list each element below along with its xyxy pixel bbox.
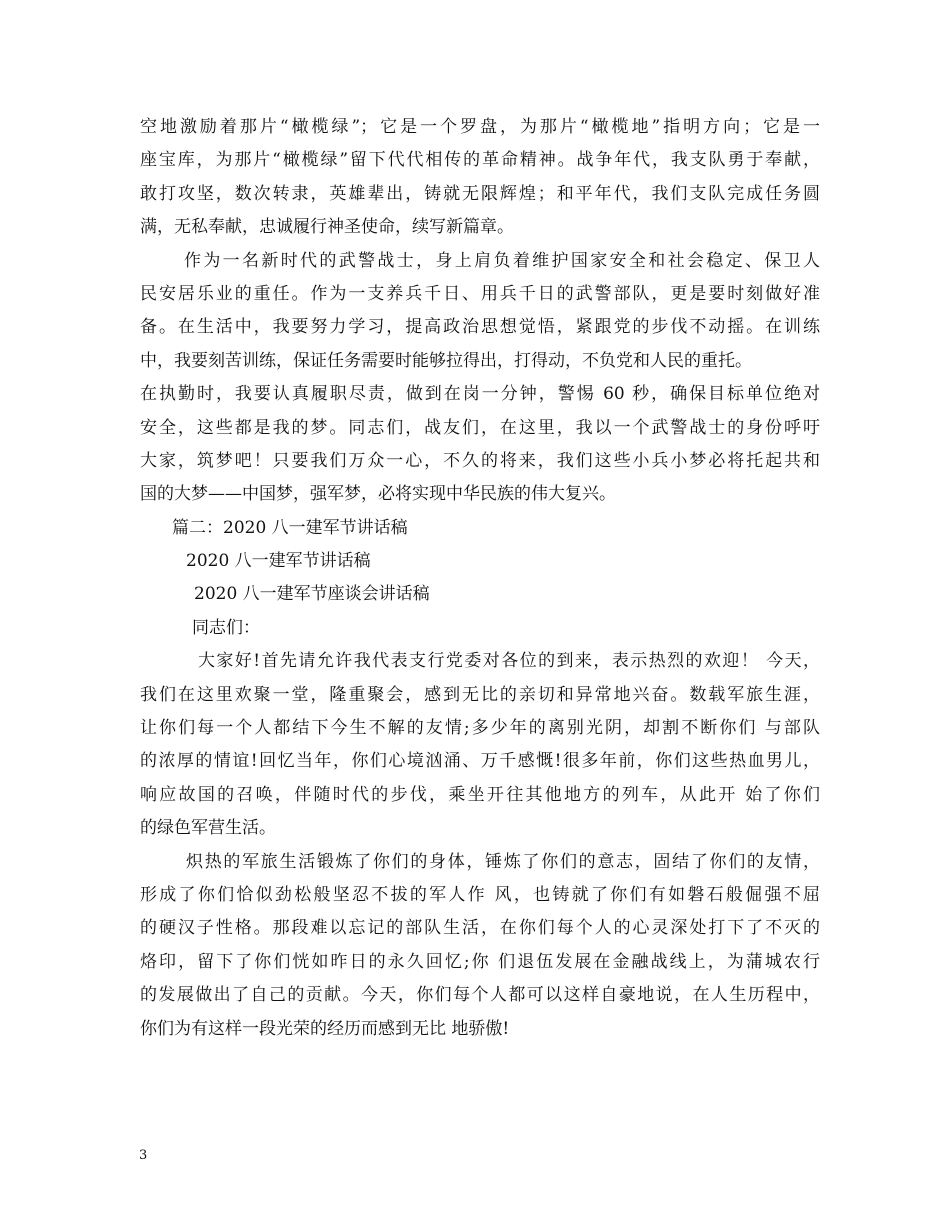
text-line: 民安居乐业的重任。作为一支养兵千日、用兵千日的武警部队，更是要时刻做好准	[140, 283, 820, 304]
paragraph-welcome	[140, 645, 820, 845]
text-line: 满，无私奉献，忠诚履行神圣使命，续写新篇章。	[140, 217, 514, 238]
text-line: 的发展做出了自己的贡献。今天，你们每个人都可以这样自豪地说，在人生历程中，	[140, 985, 820, 1006]
text-line: 空地激励着那片“橄榄绿”；它是一个罗盘，为那片“橄榄地”指明方向；它是一	[140, 117, 820, 137]
text-line: 国的大梦——中国梦，强军梦，必将实现中华民族的伟大复兴。	[140, 484, 616, 505]
text-line: 你们为有这样一段光荣的经历而感到无比 地骄傲!	[140, 1018, 510, 1039]
paragraph-military-life	[140, 846, 820, 1046]
text-line: 烙印，留下了你们恍如昨日的永久回忆;你 们退伍发展在金融战线上，为蒲城农行	[140, 951, 820, 972]
heading-part-two: 篇二：2020 八一建军节讲话稿	[172, 517, 408, 538]
heading-subtitle: 2020 八一建军节座谈会讲话稿	[194, 584, 430, 605]
page-number: 3	[139, 1148, 148, 1163]
text-line: 我们在这里欢聚一堂，隆重聚会，感到无比的亲切和异常地兴奋。数载军旅生涯，	[140, 684, 820, 705]
text-line: 大家，筑梦吧！只要我们万众一心，不久的将来，我们这些小兵小梦必将托起共和	[140, 450, 820, 471]
document-body	[140, 111, 820, 1046]
text-line: 形成了你们恰似劲松般坚忍不拔的军人作 风，也铸就了你们有如磐石般倔强不屈	[140, 884, 820, 905]
text-line: 的浓厚的情谊!回忆当年，你们心境汹涌、万千感慨!很多年前，你们这些热血男儿，	[140, 751, 820, 772]
text-line: 的绿色军营生活。	[140, 818, 276, 839]
text-line: 座宝库，为那片“橄榄绿”留下代代相传的革命精神。战争年代，我支队勇于奉献，	[140, 150, 820, 171]
text-line: 安全，这些都是我的梦。同志们，战友们，在这里，我以一个武警战士的身份呼吁	[140, 417, 820, 438]
text-line: 敢打攻坚，数次转隶，英雄辈出，铸就无限辉煌；和平年代，我们支队完成任务圆	[140, 183, 820, 204]
paragraph-spirit	[140, 111, 820, 245]
text-line: 的硬汉子性格。那段难以忘记的部队生活，在你们每个人的心灵深处打下了不灭的	[140, 918, 820, 939]
paragraph-dream	[140, 245, 820, 512]
heading-title: 2020 八一建军节讲话稿	[186, 551, 371, 572]
text-line: 炽热的军旅生活锻炼了你们的身体，锤炼了你们的意志，固结了你们的友情，	[186, 851, 820, 872]
text-line: 响应故国的召唤，伴随时代的步伐，乘坐开往其他地方的列车，从此开 始了你们	[140, 784, 820, 805]
text-line: 大家好!首先请允许我代表支行党委对各位的到来，表示热烈的欢迎！ 今天，	[198, 651, 820, 672]
text-line: 在执勤时，我要认真履职尽责，做到在岗一分钟，警惕 60 秒，确保目标单位绝对	[140, 384, 820, 405]
text-line: 备。在生活中，我要努力学习，提高政治思想觉悟，紧跟党的步伐不动摇。在训练	[140, 317, 820, 338]
text-line: 让你们每一个人都结下今生不解的友情;多少年的离别光阴，却割不断你们 与部队	[140, 718, 820, 739]
text-line: 中，我要刻苦训练，保证任务需要时能够拉得出，打得动，不负党和人民的重托。	[140, 350, 752, 371]
salutation: 同志们：	[192, 617, 260, 638]
text-line: 作为一名新时代的武警战士，身上肩负着维护国家安全和社会稳定、保卫人	[184, 250, 820, 271]
